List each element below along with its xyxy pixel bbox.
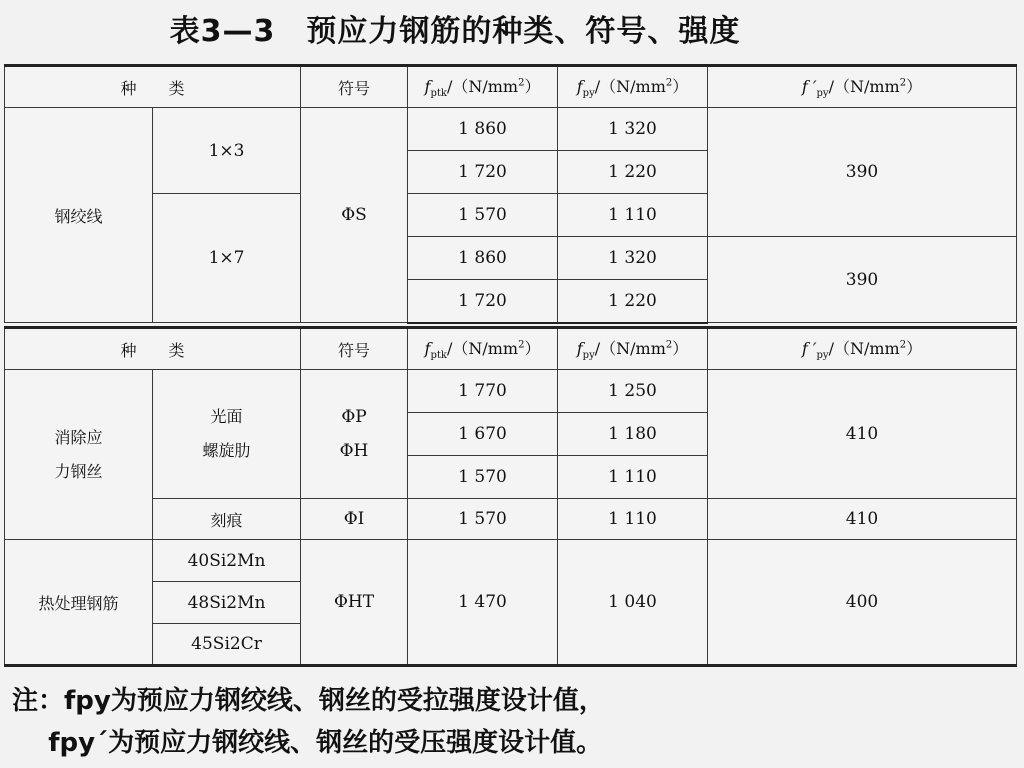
fpy-cell: 1 220 <box>558 151 708 194</box>
footnote-line-1: 注：fpy为预应力钢绞线、钢丝的受拉强度设计值， <box>12 686 605 716</box>
header-fpy: $f_{py}/(N/mm^2)$ <box>558 66 708 108</box>
header-kind: 种 类 <box>5 66 301 108</box>
category-cell: 热处理钢筋 <box>5 540 153 666</box>
header-fptk: $f_{ptk}/(N/mm^2)$ <box>408 328 558 370</box>
spec-cell: 48Si2Mn <box>153 582 301 624</box>
fpy-cell: 1 320 <box>558 108 708 151</box>
fptk-cell: 1 570 <box>408 194 558 237</box>
header-fpy-prime: f $'_{py}/(N/mm^2)$ <box>708 66 1017 108</box>
strand-strength-table <box>4 64 1017 324</box>
spec-cell: 45Si2Cr <box>153 624 301 666</box>
symbol-cell: ΦHT <box>301 540 408 666</box>
header-symbol: 符号 <box>301 328 408 370</box>
fpy-prime-cell: 390 <box>708 237 1017 323</box>
header-fpy: $f_{py}/(N/mm^2)$ <box>558 328 708 370</box>
spec-cell: 1×7 <box>153 194 301 323</box>
fpy-cell: 1 220 <box>558 280 708 323</box>
fpy-cell: 1 110 <box>558 456 708 499</box>
spec-cell: 光面 螺旋肋 <box>153 370 301 499</box>
fptk-cell: 1 470 <box>408 540 558 666</box>
header-kind: 种 类 <box>5 328 301 370</box>
fpy-cell: 1 320 <box>558 237 708 280</box>
footnote-line-2: fpy´为预应力钢绞线、钢丝的受压强度设计值。 <box>12 728 603 758</box>
table-row <box>5 108 1017 151</box>
fpy-prime-cell: 390 <box>708 108 1017 237</box>
footnote <box>12 680 605 764</box>
fpy-prime-cell: 410 <box>708 499 1017 540</box>
category-cell: 钢绞线 <box>5 108 153 323</box>
fpy-prime-cell: 410 <box>708 370 1017 499</box>
header-fptk: $f_{ptk}/(N/mm^2)$ <box>408 66 558 108</box>
fptk-cell: 1 860 <box>408 237 558 280</box>
table-header-row <box>5 328 1017 370</box>
fptk-cell: 1 570 <box>408 456 558 499</box>
symbol-cell: ΦI <box>301 499 408 540</box>
header-fpy-prime: f $'_{py}/(N/mm^2)$ <box>708 328 1017 370</box>
fptk-cell: 1 770 <box>408 370 558 413</box>
spec-cell: 刻痕 <box>153 499 301 540</box>
fpy-cell: 1 110 <box>558 194 708 237</box>
fpy-prime-cell: 400 <box>708 540 1017 666</box>
table-title: 表3—3 预应力钢筋的种类、符号、强度 <box>169 14 741 49</box>
fptk-cell: 1 860 <box>408 108 558 151</box>
fpy-cell: 1 180 <box>558 413 708 456</box>
symbol-cell: ΦS <box>301 108 408 323</box>
fpy-cell: 1 250 <box>558 370 708 413</box>
fptk-cell: 1 720 <box>408 280 558 323</box>
category-cell: 消除应 力钢丝 <box>5 370 153 540</box>
table-row <box>5 499 1017 540</box>
table-header-row <box>5 66 1017 108</box>
wire-strength-table <box>4 326 1017 667</box>
table-row <box>5 540 1017 582</box>
fptk-cell: 1 570 <box>408 499 558 540</box>
fptk-cell: 1 670 <box>408 413 558 456</box>
header-symbol: 符号 <box>301 66 408 108</box>
symbol-cell: ΦP ΦH <box>301 370 408 499</box>
spec-cell: 40Si2Mn <box>153 540 301 582</box>
fptk-cell: 1 720 <box>408 151 558 194</box>
table-row <box>5 370 1017 413</box>
fpy-cell: 1 110 <box>558 499 708 540</box>
fpy-cell: 1 040 <box>558 540 708 666</box>
spec-cell: 1×3 <box>153 108 301 194</box>
